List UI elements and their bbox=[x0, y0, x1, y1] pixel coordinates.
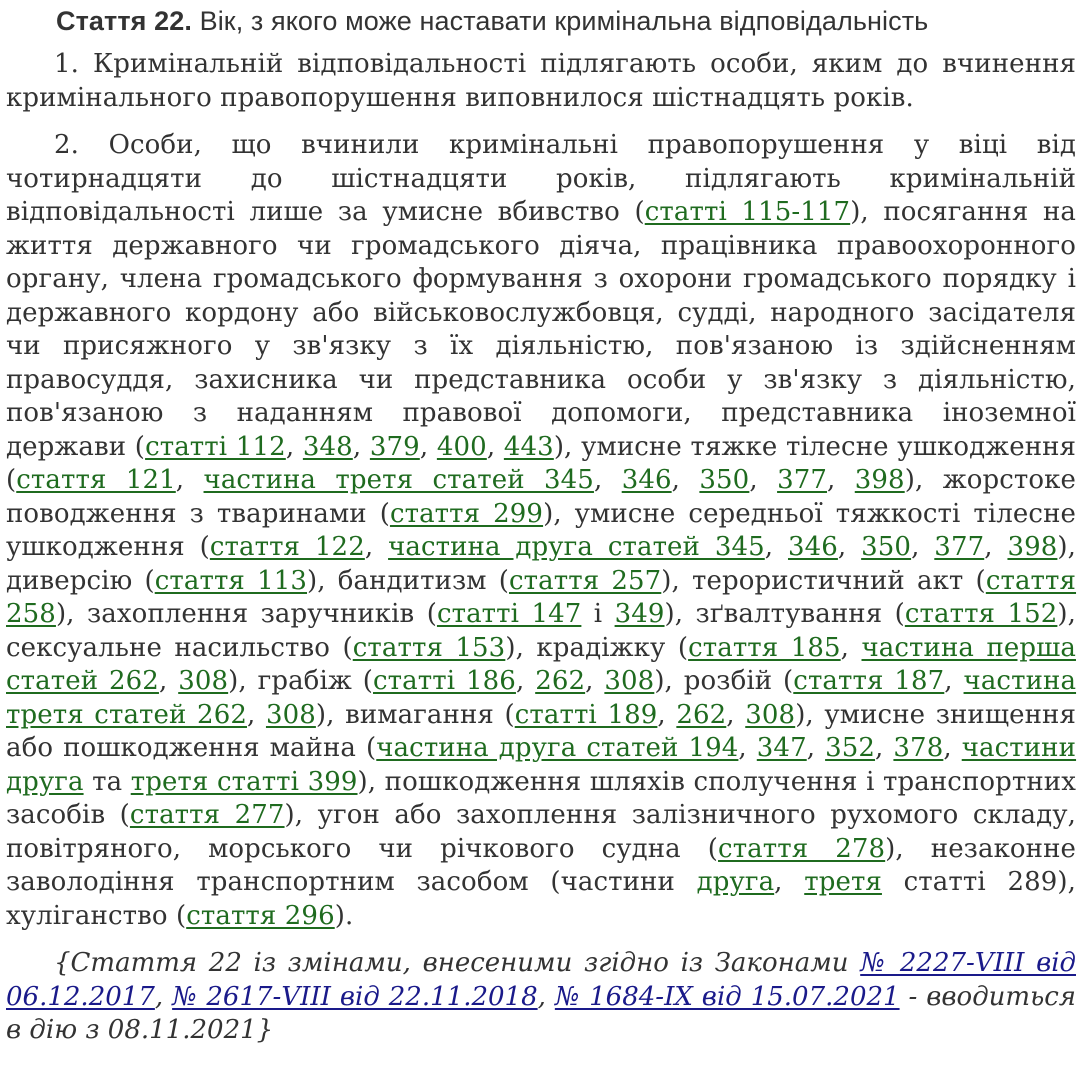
link-article-262[interactable]: 262 bbox=[676, 699, 727, 730]
link-article-147[interactable]: статті 147 bbox=[436, 599, 582, 629]
separator: , bbox=[837, 532, 862, 562]
text-segment: та bbox=[83, 766, 131, 797]
link-article-348[interactable]: 348 bbox=[302, 431, 353, 462]
link-law-2617-viii[interactable]: № 2617-VIII від 22.11.2018 bbox=[172, 981, 538, 1012]
separator: , bbox=[943, 733, 962, 763]
text-segment: ), зґвалтування ( bbox=[664, 599, 905, 629]
paragraph-2 bbox=[6, 129, 1076, 933]
text-segment: ), умисне середньої тяжкості тілесне ушкодження ( bbox=[6, 498, 1076, 562]
article-title bbox=[6, 4, 1076, 38]
text-segment: ), диверсію ( bbox=[6, 532, 1076, 596]
link-article-153[interactable]: стаття 153 bbox=[352, 632, 506, 663]
separator: , bbox=[352, 431, 370, 462]
separator: , bbox=[246, 699, 266, 730]
amendment-note bbox=[6, 947, 1076, 1048]
text-segment: ), незаконне заволодіння транспортним засобом (частини bbox=[6, 833, 1077, 897]
text-segment: і bbox=[581, 599, 615, 629]
link-article-289-part-2[interactable]: друга bbox=[696, 867, 775, 897]
link-article-308[interactable]: 308 bbox=[745, 699, 796, 730]
article-number: Стаття 22. bbox=[56, 6, 192, 36]
link-article-113[interactable]: стаття 113 bbox=[154, 565, 308, 596]
text-segment: ), угон або захоплення залізничного рухомого складу, повітряного, морського чи річкового судна ( bbox=[6, 800, 1076, 864]
link-article-352[interactable]: 352 bbox=[825, 733, 876, 763]
separator: , bbox=[285, 431, 303, 462]
link-article-277[interactable]: стаття 277 bbox=[129, 800, 285, 830]
text-segment: ), умисне знищення або пошкодження майна ( bbox=[6, 699, 1076, 763]
link-article-346[interactable]: 346 bbox=[621, 465, 672, 495]
link-article-262-part-1[interactable]: частина перша статей 262 bbox=[6, 632, 1076, 696]
link-article-443[interactable]: 443 bbox=[503, 431, 554, 462]
link-article-122[interactable]: стаття 122 bbox=[209, 532, 365, 562]
separator: , bbox=[875, 733, 894, 763]
text-segment: ), бандитизм ( bbox=[307, 565, 509, 596]
link-article-289-part-3[interactable]: третя bbox=[804, 867, 882, 897]
link-article-398[interactable]: 398 bbox=[1007, 532, 1058, 562]
text-segment: ), посягання на життя державного чи громадського діяча, працівника правоохоронного органу, члена громадського формування з охорони громадського порядку і державного кордону або військовослужбовця, судді, народного засідателя чи присяжного у зв'язку з їх діяльністю, пов'язаною із здійсненням правосуддя, захисника чи представника особи у зв'язку з діяльністю, пов'язаною з наданням правової допомоги, представника іноземної держави ( bbox=[6, 197, 1076, 462]
link-article-345-part-3[interactable]: частина третя статей 345 bbox=[203, 465, 594, 495]
link-article-186[interactable]: статті 186 bbox=[373, 666, 516, 696]
separator: , bbox=[515, 666, 536, 696]
link-article-349[interactable]: 349 bbox=[614, 599, 665, 629]
link-article-350[interactable]: 350 bbox=[699, 465, 750, 495]
separator: , bbox=[911, 532, 935, 562]
link-article-377[interactable]: 377 bbox=[934, 532, 985, 562]
link-article-308[interactable]: 308 bbox=[178, 666, 229, 696]
separator: , bbox=[158, 666, 179, 696]
separator: , bbox=[657, 699, 677, 730]
link-article-308[interactable]: 308 bbox=[604, 666, 655, 696]
link-article-262-part-3[interactable]: частина третя статей 262 bbox=[6, 666, 1077, 730]
text-segment: ), захоплення заручників ( bbox=[55, 599, 437, 629]
article-heading: Вік, з якого може наставати кримінальна відповідальність bbox=[191, 6, 929, 36]
text-segment: ). bbox=[334, 900, 354, 931]
link-article-347[interactable]: 347 bbox=[756, 733, 807, 763]
separator: , bbox=[774, 867, 805, 897]
separator: , bbox=[806, 733, 826, 763]
link-article-278[interactable]: стаття 278 bbox=[718, 833, 886, 864]
link-article-399-part-2[interactable]: частини друга bbox=[6, 733, 1077, 797]
link-article-112[interactable]: статті 112 bbox=[145, 431, 286, 462]
text-segment: ), сексуальне насильство ( bbox=[6, 599, 1076, 663]
separator: , bbox=[419, 431, 437, 462]
link-article-262[interactable]: 262 bbox=[535, 666, 586, 696]
link-article-185[interactable]: стаття 185 bbox=[688, 632, 841, 663]
separator: , bbox=[364, 532, 389, 562]
paragraph-1 bbox=[6, 48, 1076, 115]
link-article-379[interactable]: 379 bbox=[369, 431, 420, 462]
text-segment: ), вимагання ( bbox=[315, 699, 515, 730]
text-segment: ), крадіжку ( bbox=[505, 632, 689, 663]
separator: , bbox=[984, 532, 1008, 562]
link-article-378[interactable]: 378 bbox=[893, 733, 944, 763]
text-segment: ), жорстоке поводження з тваринами ( bbox=[6, 465, 1076, 529]
link-article-121[interactable]: стаття 121 bbox=[16, 465, 176, 495]
link-article-345-part-2[interactable]: частина друга статей 345 bbox=[388, 532, 765, 562]
separator: , bbox=[726, 699, 746, 730]
text-segment: ), грабіж ( bbox=[228, 666, 373, 696]
link-article-399-part-3[interactable]: третя статті 399 bbox=[130, 766, 358, 797]
separator: , bbox=[749, 465, 778, 495]
separator: , bbox=[585, 666, 605, 696]
separator: , bbox=[764, 532, 788, 562]
separator: , bbox=[537, 981, 555, 1012]
separator: , bbox=[944, 666, 964, 696]
link-article-257[interactable]: стаття 257 bbox=[509, 565, 662, 596]
link-articles-115-117[interactable]: статті 115-117 bbox=[644, 197, 851, 227]
text-segment: 2. Особи, що вчинили кримінальні правопорушення у віці від чотирнадцяти до шістнадцяти років, підлягають кримінальній відповідальності лише за умисне вбивство ( bbox=[6, 130, 1076, 227]
link-article-258[interactable]: стаття 258 bbox=[6, 565, 1077, 629]
link-article-152[interactable]: стаття 152 bbox=[904, 599, 1058, 629]
text-segment: ), пошкодження шляхів сполучення і транспортних засобів ( bbox=[6, 766, 1076, 830]
separator: , bbox=[486, 431, 504, 462]
separator: , bbox=[738, 733, 757, 763]
separator: , bbox=[840, 632, 862, 663]
link-article-377[interactable]: 377 bbox=[777, 465, 828, 495]
link-article-189[interactable]: статті 189 bbox=[514, 699, 658, 730]
separator: , bbox=[593, 465, 622, 495]
separator: , bbox=[671, 465, 700, 495]
link-law-1684-ix[interactable]: № 1684-IX від 15.07.2021 bbox=[554, 981, 900, 1012]
text-segment: ), терористичний акт ( bbox=[661, 565, 986, 596]
paragraph-1-text: 1. Кримінальній відповідальності підлягають особи, яким до вчинення кримінального правопорушення виповнилося шістнадцять років. bbox=[6, 49, 1076, 113]
separator: , bbox=[827, 465, 855, 495]
separator: , bbox=[154, 981, 173, 1012]
link-article-346[interactable]: 346 bbox=[787, 532, 838, 562]
text-segment: ), розбій ( bbox=[654, 666, 794, 696]
text-segment: статті 289), хуліганство ( bbox=[6, 867, 1076, 931]
link-article-350[interactable]: 350 bbox=[861, 532, 912, 562]
link-article-299[interactable]: стаття 299 bbox=[389, 498, 544, 529]
link-article-398[interactable]: 398 bbox=[854, 465, 905, 495]
note-text: {Стаття 22 із змінами, внесеними згідно із Законами bbox=[54, 948, 861, 978]
note-text: - вводиться в дію з 08.11.2021} bbox=[6, 981, 1077, 1045]
link-law-2227-viii[interactable]: № 2227-VIII від 06.12.2017 bbox=[6, 948, 1076, 1012]
link-article-194-part-2[interactable]: частина друга статей 194 bbox=[376, 733, 739, 763]
text-segment: ), умисне тяжке тілесне ушкодження ( bbox=[6, 431, 1077, 495]
link-article-296[interactable]: стаття 296 bbox=[186, 900, 335, 931]
link-article-308[interactable]: 308 bbox=[265, 699, 316, 730]
separator: , bbox=[175, 465, 204, 495]
link-article-400[interactable]: 400 bbox=[436, 431, 487, 462]
link-article-187[interactable]: стаття 187 bbox=[793, 666, 945, 696]
